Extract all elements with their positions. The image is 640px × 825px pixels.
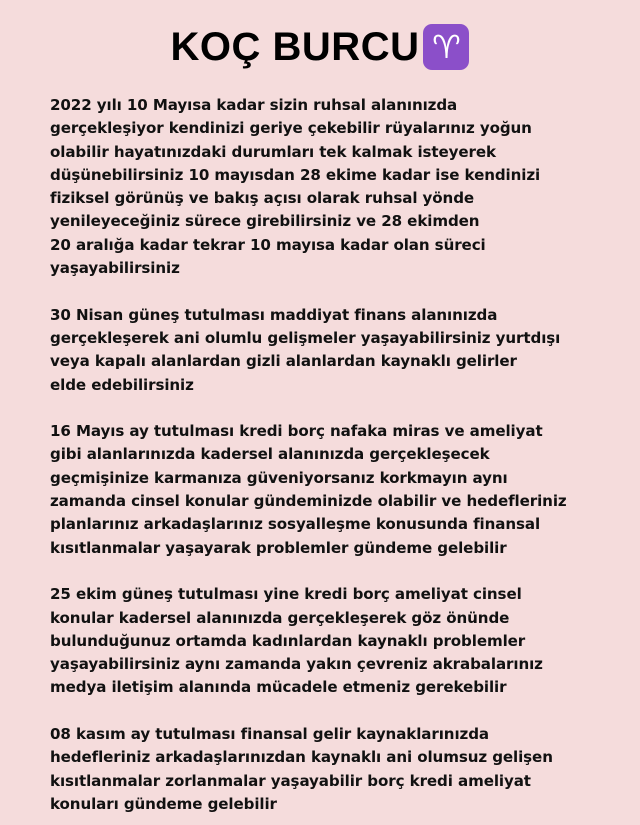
paragraph-ruhsal: 2022 yılı 10 Mayısa kadar sizin ruhsal alanınızda gerçekleşiyor kendinizi geriye çekebilir rüyalarınız yoğun olabilir hayatınızdaki durumları tek kalmak isteyerek düşünebilirsiniz 10 mayısdan 28 ekime kadar ise kendinizi fiziksel görünüş ve bakış açısı olarak ruhsal yönde yenileyeceğiniz sürece girebilirsiniz ve 28 ekimden 20 aralığa kadar tekrar 10 mayısa kadar olan süreci yaşayabilirsiniz — [50, 96, 541, 278]
paragraph-08-kasim: 08 kasım ay tutulması finansal gelir kaynaklarınızda hedefleriniz arkadaşlarınızdan kaynaklı ani olumsuz gelişen kısıtlanmalar zorlanmalar yaşayabilir borç kredi ameliyat konuları gündeme gelebilir — [50, 725, 553, 813]
horoscope-text — [50, 94, 625, 816]
paragraph-30-nisan: 30 Nisan güneş tutulması maddiyat finans alanınızda gerçekleşerek ani olumlu gelişmeler yaşayabilirsiniz yurtdışı veya kapalı alanlardan gizli alanlardan kaynaklı gelirler elde edebilirsiniz — [50, 305, 561, 394]
paragraph-25-ekim: 25 ekim güneş tutulması yine kredi borç ameliyat cinsel konular kadersel alanınızda gerçekleşerek göz önünde bulunduğunuz ortamda kadınlardan kaynaklı problemler yaşayabilirsiniz aynı zamanda yakın çevreniz akrabalarınız medya iletişim alanında mücadele etmeniz gerekebilir — [50, 585, 543, 697]
paragraph-16-mayis: 16 Mayıs ay tutulması kredi borç nafaka miras ve ameliyat gibi alanlarınızda kadersel alanınızda gerçekleşecek geçmişinize karmanıza güveniyorsanız korkmayın aynı zamanda cinsel konular gündeminizde olabilir ve hedefleriniz planlarınız arkadaşlarınız sosyalleşme konusunda finansal kısıtlanmalar yaşayarak problemler gündeme gelebilir — [50, 422, 567, 557]
aries-icon: ♈ — [423, 24, 469, 70]
page-title: KOÇ BURCU — [170, 25, 420, 69]
page-header — [0, 22, 640, 72]
